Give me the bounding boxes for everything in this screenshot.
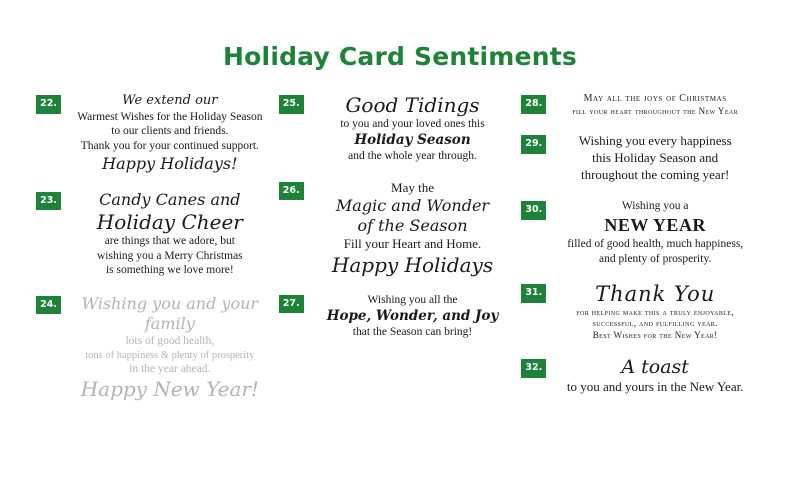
card-text: [61, 190, 279, 278]
card-text-line: filled of good health, much happiness,: [567, 237, 744, 250]
card-text-line: to you and yours in the New Year.: [566, 378, 744, 394]
card-text-line: Fill your Heart and Home.: [343, 236, 482, 252]
card-text-line: A toast: [621, 356, 689, 379]
card-text-line: this Holiday Season and: [592, 149, 719, 165]
card-number-badge: 27.: [279, 295, 304, 314]
card-number-badge: 26.: [279, 182, 304, 201]
sentiment-card: [521, 357, 764, 395]
card-text: [304, 180, 522, 277]
card-text-line: Wishing you a: [621, 200, 689, 213]
sentiment-card: [521, 282, 764, 341]
sentiment-card: [521, 93, 764, 117]
sentiment-card: [521, 133, 764, 183]
sentiment-card: [279, 93, 522, 164]
card-number-badge: 28.: [521, 95, 546, 114]
card-number-badge: 29.: [521, 135, 546, 154]
card-text-line: wishing you a Merry Christmas: [97, 249, 243, 262]
card-number-badge: 24.: [36, 296, 61, 315]
card-text-line: Thank you for your continued support.: [80, 140, 259, 153]
card-text-line: in the year ahead.: [129, 363, 211, 376]
card-text-line: Wishing you all the: [367, 293, 458, 306]
card-text-line: Wishing you and your family: [81, 293, 259, 333]
card-text-line: We extend our: [122, 93, 218, 108]
card-number-badge: 32.: [521, 359, 546, 378]
card-text: [304, 293, 522, 340]
card-text-line: and plenty of prosperity.: [599, 252, 712, 265]
card-text-line: NEW YEAR: [604, 214, 706, 235]
card-text-line: Happy Holidays: [331, 252, 494, 277]
card-text-line: Happy New Year!: [80, 376, 259, 401]
card-number-badge: 31.: [521, 284, 546, 303]
card-text: [61, 294, 279, 401]
card-text-line: Best Wishes for the New Year!: [592, 329, 718, 340]
card-number-badge: 23.: [36, 192, 61, 211]
card-text-line: fill your heart throughout the New Year: [572, 105, 739, 116]
card-text: [546, 357, 764, 395]
card-text: [546, 282, 764, 341]
card-text: [61, 93, 279, 174]
card-text-line: tons of happiness & plenty of prosperity: [85, 349, 255, 361]
card-number-badge: 30.: [521, 201, 546, 220]
sentiment-column: [521, 93, 764, 412]
card-text-line: and the whole year through.: [348, 149, 477, 162]
card-text-line: Holiday Season: [354, 131, 471, 148]
card-text: [546, 133, 764, 183]
card-text-line: that the Season can bring!: [352, 325, 473, 338]
card-text-line: are things that we adore, but: [104, 234, 235, 247]
card-text-line: Good Tidings: [345, 93, 480, 117]
sentiment-column: [279, 93, 522, 356]
card-text-line: Warmest Wishes for the Holiday Season: [77, 110, 263, 123]
card-text: [304, 93, 522, 164]
card-text-line: Wishing you every happiness: [578, 133, 732, 149]
sentiment-column: [36, 93, 279, 417]
card-text-line: Holiday Cheer: [96, 209, 243, 234]
card-text-line: of the Season: [357, 216, 468, 236]
card-text-line: to our clients and friends.: [111, 125, 229, 138]
sentiment-card: [521, 199, 764, 266]
card-text-line: Happy Holidays!: [102, 153, 238, 173]
card-text-line: lots of good health,: [125, 334, 215, 347]
card-text-line: throughout the coming year!: [580, 166, 730, 182]
sentiment-card: [36, 294, 279, 401]
sentiment-card: [36, 93, 279, 174]
sentiment-columns: [0, 71, 800, 417]
card-text-line: to you and your loved ones this: [340, 118, 485, 130]
sentiment-card: [36, 190, 279, 278]
card-number-badge: 25.: [279, 95, 304, 114]
sentiment-card: [279, 180, 522, 277]
card-text-line: May the: [391, 179, 434, 195]
card-text: [546, 199, 764, 266]
card-number-badge: 22.: [36, 95, 61, 114]
card-text-line: for helping make this a truly enjoyable,: [576, 306, 735, 317]
card-text-line: successful, and fulfilling year.: [592, 318, 718, 329]
card-text: [546, 93, 764, 117]
card-text-line: May all the joys of Christmas: [583, 93, 727, 104]
card-text-line: Hope, Wonder, and Joy: [326, 307, 499, 324]
card-text-line: Candy Canes and: [99, 189, 241, 209]
card-text-line: Magic and Wonder: [335, 196, 490, 216]
card-text-line: Thank You: [595, 282, 716, 307]
card-text-line: is something we love more!: [105, 264, 234, 277]
sentiment-card: [279, 293, 522, 340]
page-title: Holiday Card Sentiments: [223, 42, 577, 71]
